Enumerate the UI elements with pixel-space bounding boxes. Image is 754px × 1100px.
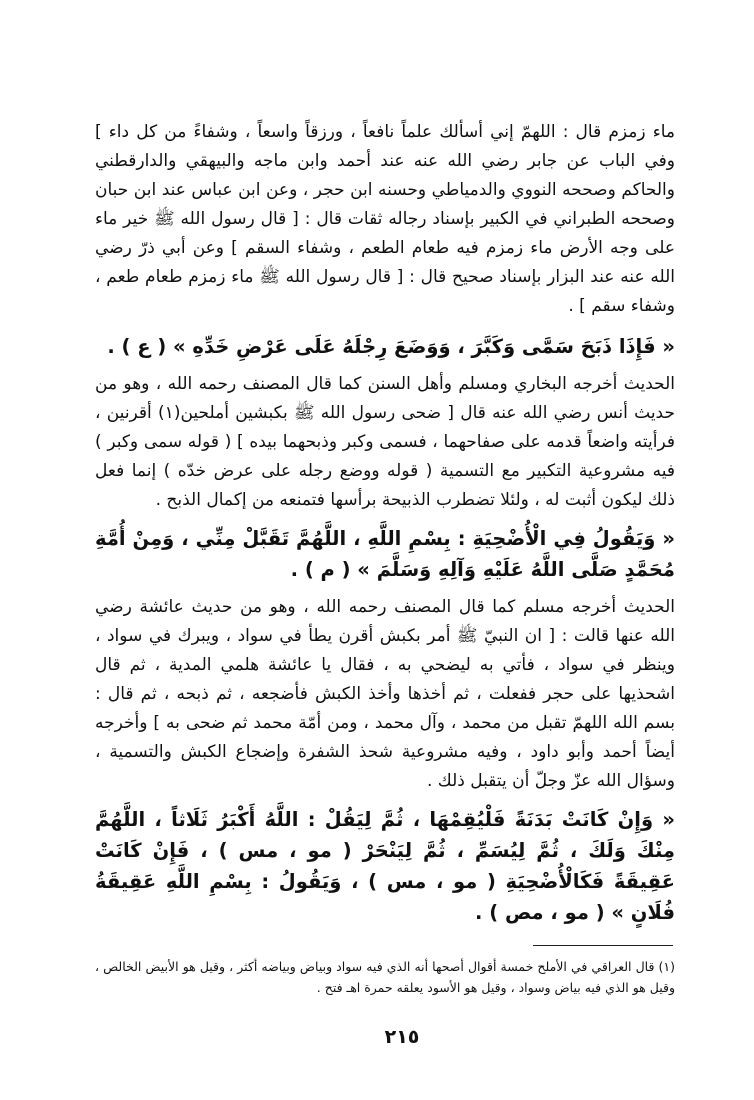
footnote-divider bbox=[533, 945, 673, 946]
main-text-block bbox=[95, 118, 675, 936]
hadith-text-udhiya: « وَيَقُولُ فِي الْأُضْحِيَةِ : بِسْمِ اللَّهِ ، اللَّهُمَّ تَقَبَّلْ مِنِّي ، وَمِنْ أُمَّةِ مُحَمَّدٍ صَلَّى اللَّهُ عَلَيْهِ وَآلِهِ وَسَلَّمَ » ( م ) . bbox=[95, 527, 675, 581]
hadith-text-slaughter: « فَإِذَا ذَبَحَ سَمَّى وَكَبَّرَ ، وَوَضَعَ رِجْلَهُ عَلَى عَرْضِ خَدِّهِ » ( ع ) . bbox=[107, 335, 675, 358]
commentary-paragraph-muslim: الحديث أخرجه مسلم كما قال المصنف رحمه الله ، وهو من حديث عائشة رضي الله عنها قالت : [ ان النبيّ ﷺ أمر بكبش أقرن يطأ في سواد ، ويبرك في سواد ، وينظر في سواد ، فأتي به ليضحي به ، فقال يا عائشة هلمي المدية ، ثم قال اشحذيها على حجر ففعلت ، ثم أخذها وأخذ الكبش فأضجعه ، ثم ذبحه ، ثم قال : بسم الله اللهمّ تقبل من محمد ، وآل محمد ، ومن أمّة محمد ثم ضحى به ] وأخرجه أيضاً أحمد وأبو داود ، وفيه مشروعية شحذ الشفرة وإضجاع الكبش والتسمية ، وسؤال الله عزّ وجلّ أن يتقبل ذلك . bbox=[95, 597, 675, 791]
commentary-paragraph-bukhari: الحديث أخرجه البخاري ومسلم وأهل السنن كما قال المصنف رحمه الله ، وهو من حديث أنس رضي الله عنه قال [ ضحى رسول الله ﷺ بكبشين أملحين(١) أقرنين ، فرأيته واضعاً قدمه على صفاحهما ، فسمى وكبر وذبحهما بيده ] ( قوله سمى وكبر ) فيه مشروعية التكبير مع التسمية ( قوله ووضع رجله على عرض خدّه ) إنما فعل ذلك ليكون أثبت له ، ولئلا تضطرب الذبيحة برأسها فتمنعه من إكمال الذبح . bbox=[95, 374, 675, 510]
hadith-text-badana: « وَإِنْ كَانَتْ بَدَنَةً فَلْيُقِمْهَا ، ثُمَّ لِيَقُلْ : اللَّهُ أَكْبَرُ ثَلَاثاً ، اللَّهُمَّ مِنْكَ وَلَكَ ، ثُمَّ لِيُسَمِّ ، ثُمَّ لِيَنْحَرْ ( مو ، مس ) ، فَإِنْ كَانَتْ عَقِيقَةً فَكَالْأُضْحِيَةِ ( مو ، مس ) ، وَيَقُولُ : بِسْمِ اللَّهِ عَقِيقَةُ فُلَانٍ » ( مو ، مص ) . bbox=[95, 808, 675, 924]
footnote: (١) قال العراقي في الأملح خمسة أقوال أصحها أنه الذي فيه سواد وبياض وبياضه أكثر ، وقيل هو الأبيض الخالص ، وقيل هو الذي فيه بياض وسواد ، وقيل هو الأسود يعلقه حمرة اهـ فتح . bbox=[95, 959, 675, 995]
commentary-paragraph-zamzam: ماء زمزم قال : اللهمّ إني أسألك علماً نافعاً ، ورزقاً واسعاً ، وشفاءً من كل داء ] وفي الباب عن جابر رضي الله عنه عند أحمد وابن ماجه والبيهقي والدارقطني والحاكم وصححه النووي والدمياطي وحسنه ابن حجر ، وعن ابن عباس عند ابن حبان وصححه الطبراني في الكبير بإسناد رجاله ثقات قال : [ قال رسول الله ﷺ خير ماء على وجه الأرض ماء زمزم فيه طعام الطعم ، وشفاء السقم ] وعن أبي ذرّ رضي الله عنه عند البزار بإسناد صحيح قال : [ قال رسول الله ﷺ ماء زمزم طعام طعم ، وشفاء سقم ] . bbox=[95, 122, 675, 316]
page-number: ٢١٥ bbox=[384, 1026, 420, 1048]
